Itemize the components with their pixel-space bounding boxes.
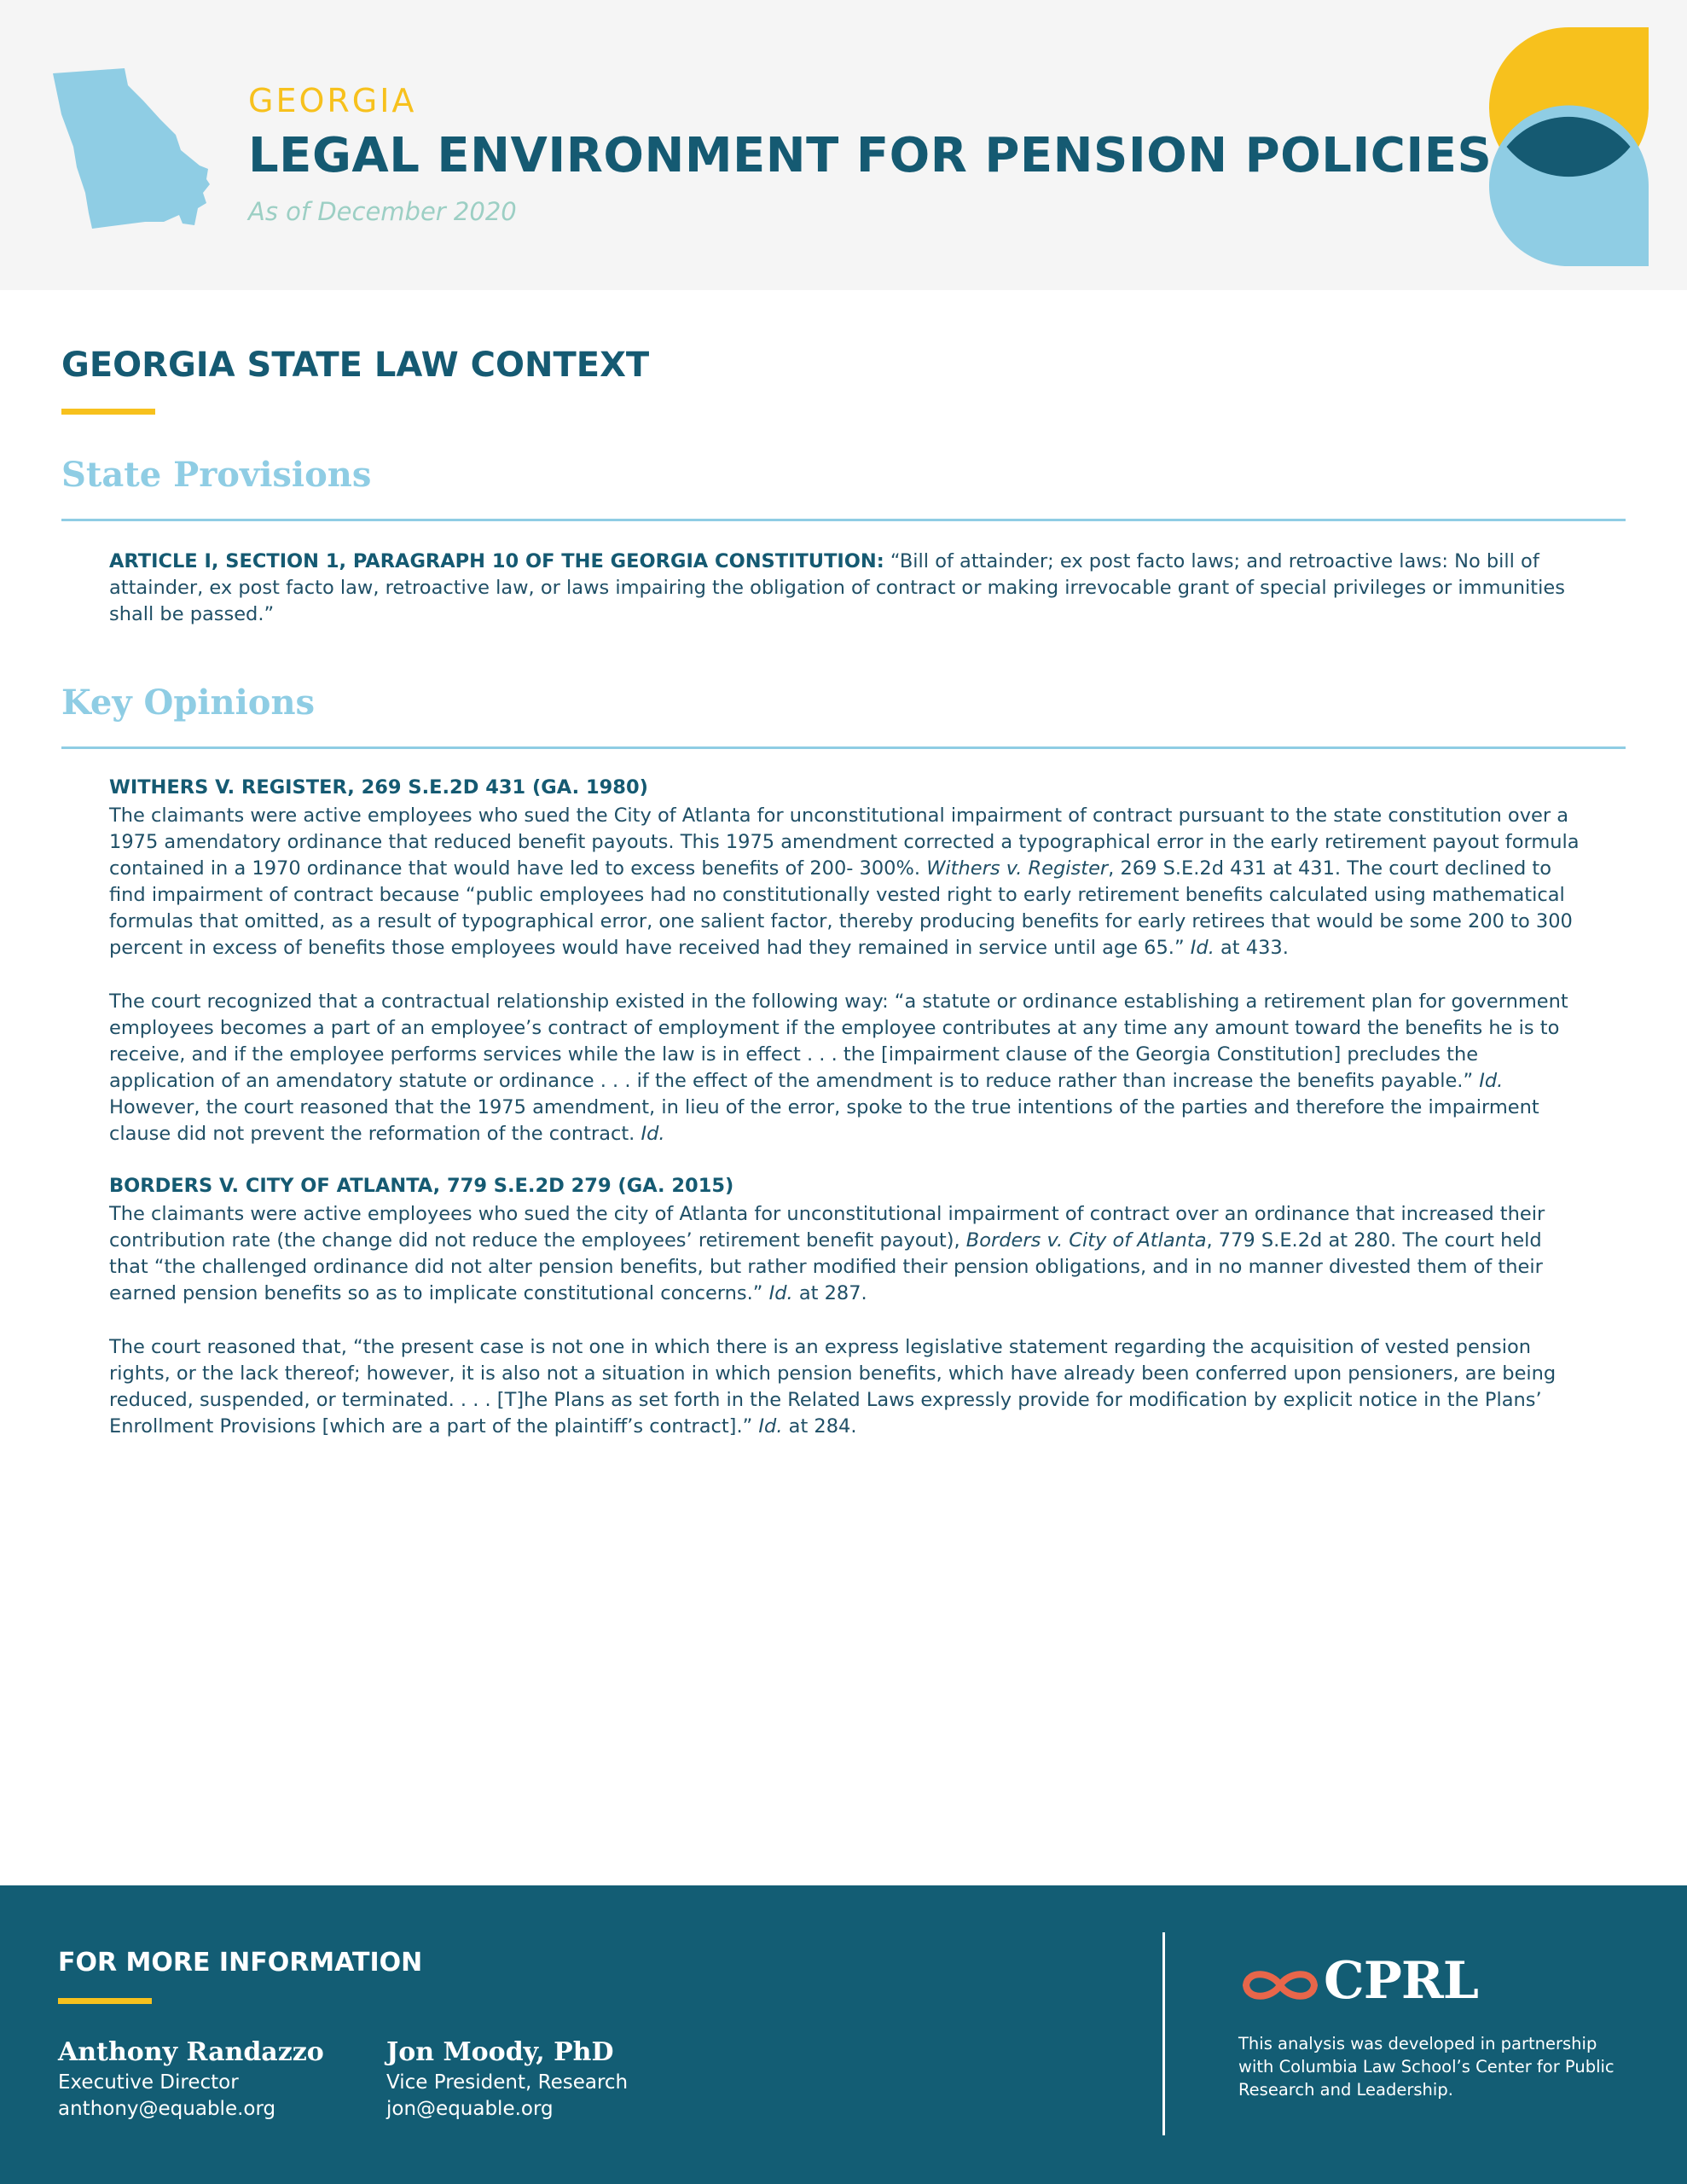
georgia-map-icon [51, 65, 213, 235]
state-provisions-heading: State Provisions [61, 455, 372, 495]
provision-citation: ARTICLE I, SECTION 1, PARAGRAPH 10 OF THE GEORGIA CONSTITUTION: [109, 550, 884, 572]
case-id-citation: Id. [768, 1282, 793, 1304]
case-text: at 433. [1214, 937, 1289, 959]
case-id-citation: Id. [641, 1123, 665, 1145]
case-text: , 779 S.E.2d at 280. The court held that “the challenged ordinance did not alter pension benefits, but rather modified their pension obligations, and in no manner divested them of their earned pension benefits so as to implicate constitutional concerns.” [109, 1229, 1543, 1304]
case-borders-paragraph-1 [109, 1201, 1585, 1307]
cprl-logo-text: CPRL [1324, 1951, 1478, 2011]
case-text: The claimants were active employees who sued the city of Atlanta for unconstitutional impairment of contract over an ordinance that increased their contribution rate (the change did not reduce the employees’ retirement benefit payout), [109, 1203, 1545, 1252]
key-opinions-divider [61, 746, 1626, 749]
state-provisions-divider [61, 519, 1626, 521]
case-text: The court reasoned that, “the present case is not one in which there is an express legislative statement regarding the acquisition of vested pension rights, or the lack thereof; however, it is also not a situation in which pension benefits, which have already been conferred upon pensioners, are being reduced, suspended, or terminated. . . . [T]he Plans as set forth in the Related Laws expressly provide for modification by explicit notice in the Plans’ Enrollment Provisions [which are a part of the plaintiff’s contract].” [109, 1336, 1557, 1438]
footer-divider [1162, 1932, 1165, 2135]
case-citation: Borders v. City of Atlanta [965, 1229, 1207, 1252]
case-title-borders: BORDERS V. CITY OF ATLANTA, 779 S.E.2D 279 (GA. 2015) [109, 1175, 734, 1197]
key-opinions-heading: Key Opinions [61, 682, 316, 723]
footer-heading-underline [58, 1998, 152, 2004]
case-citation: Withers v. Register [926, 857, 1109, 880]
case-text: , 269 S.E.2d 431 at 431. The court declined to find impairment of contract because “public employees had no constitutionally vested right to early retirement benefits calculated using mathematical formulas that omitted, as a result of typographical error, one salient factor, thereby producing benefits for early retirees that would be some 200 to 300 percent in excess of benefits those employees would have received had they remained in service until age 65.” [109, 857, 1573, 959]
case-text: at 287. [792, 1282, 867, 1304]
header-state: GEORGIA [248, 82, 417, 119]
contact-role: Vice President, Research [386, 2071, 629, 2094]
cprl-infinity-icon [1239, 1965, 1321, 2006]
equable-logo-icon [1488, 27, 1650, 266]
page-header [0, 0, 1687, 290]
case-text: at 284. [782, 1415, 857, 1438]
case-text: However, the court reasoned that the 1975 amendment, in lieu of the error, spoke to the true intentions of the parties and therefore the impairment clause did not prevent the reformation of the contract. [109, 1096, 1539, 1145]
case-withers-paragraph-1 [109, 803, 1585, 961]
case-text: The claimants were active employees who sued the City of Atlanta for unconstitutional impairment of contract pursuant to the state constitution over a 1975 amendatory ordinance that reduced benefit payouts. This 1975 amendment corrected a typographical error in the early retirement payout formula contained in a 1970 ordinance that would have led to excess benefits of 200- 300%. [109, 804, 1580, 880]
case-borders-paragraph-2 [109, 1334, 1585, 1440]
case-id-citation: Id. [1479, 1070, 1504, 1092]
contact-email[interactable]: jon@equable.org [386, 2098, 554, 2120]
contact-name: Anthony Randazzo [58, 2037, 324, 2067]
contact-email[interactable]: anthony@equable.org [58, 2098, 276, 2120]
cprl-partnership-note: This analysis was developed in partnership with Columbia Law School’s Center for Public Research and Leadership. [1238, 2034, 1615, 2100]
case-title-withers: WITHERS V. REGISTER, 269 S.E.2D 431 (GA. 1980) [109, 776, 648, 799]
state-provision-paragraph [109, 549, 1585, 628]
section-title-underline [61, 409, 155, 415]
header-date: As of December 2020 [248, 197, 517, 226]
case-id-citation: Id. [758, 1415, 783, 1438]
section-title: GEORGIA STATE LAW CONTEXT [61, 346, 650, 385]
contact-role: Executive Director [58, 2071, 239, 2094]
footer-heading: FOR MORE INFORMATION [58, 1948, 423, 1978]
page-title: LEGAL ENVIRONMENT FOR PENSION POLICIES [248, 128, 1493, 183]
contact-name: Jon Moody, PhD [386, 2037, 614, 2067]
provision-text: “Bill of attainder; ex post facto laws; and retroactive laws: No bill of attainder, ex post facto law, retroactive law, or laws impairing the obligation of contract or making irrevocable grant of special privileges or immunities shall be passed.” [109, 550, 1565, 625]
case-id-citation: Id. [1190, 937, 1215, 959]
case-withers-paragraph-2 [109, 989, 1585, 1147]
case-text: The court recognized that a contractual relationship existed in the following way: “a statute or ordinance establishing a retirement plan for government employees becomes a part of an employee’s contract of employment if the employee contributes at any time any amount toward the benefits he is to receive, and if the employee performs services while the law is in effect . . . the [impairment clause of the Georgia Constitution] precludes the application of an amendatory statute or ordinance . . . if the effect of the amendment is to reduce rather than increase the benefits payable.” [109, 990, 1568, 1092]
